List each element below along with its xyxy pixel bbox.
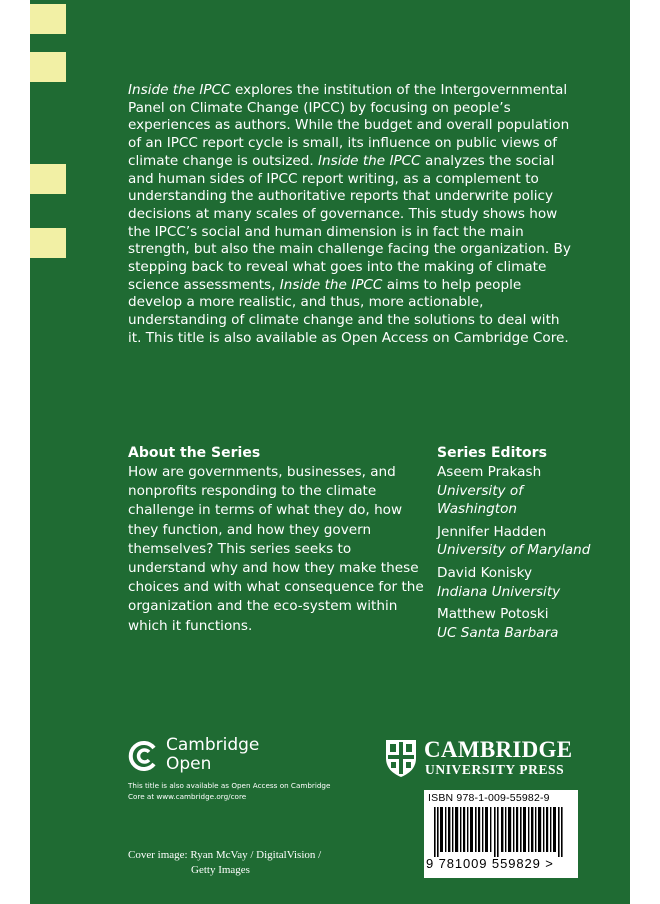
book-title: Inside the IPCC: [318, 152, 421, 169]
description-text: explores the institution of the Intergovernmental Panel on Climate Change (IPCC) by focusing on people’s experiences as authors. While the budget and overall population of an IPCC report cycle is small, its influence on public views of climate change is outsized.: [128, 82, 570, 169]
book-title: Inside the IPCC: [279, 276, 383, 293]
cambridge-open-wordmark: [166, 736, 259, 774]
barcode-digits: 9 781009 559829 >: [426, 856, 554, 871]
decorative-stripe: [30, 52, 66, 82]
publisher-press: UNIVERSITY PRESS: [425, 762, 565, 777]
editor-affiliation: UC Santa Barbara: [437, 624, 559, 641]
credit-line: Cover image: Ryan McVay / DigitalVision /: [128, 849, 322, 861]
decorative-stripe: [30, 228, 66, 258]
editor-name: Matthew Potoski: [437, 606, 549, 623]
editor-name: David Konisky: [437, 564, 533, 581]
wordmark-line: Cambridge: [166, 735, 260, 755]
book-title: Inside the IPCC: [128, 82, 231, 98]
crest-icon: [384, 738, 418, 778]
cover-image-credit: [128, 848, 338, 878]
barcode-bars: [428, 807, 574, 857]
publisher-name: CAMBRIDGE: [424, 737, 573, 762]
cambridge-open-icon: [128, 740, 160, 772]
series-editors-heading: Series Editors: [437, 445, 547, 461]
description-text: aims to help people develop a more realistic, and thus, more actionable, understanding of climate change and the solutions to deal with it. This title is also available as Open Access on Cambridge Core.: [128, 276, 569, 346]
series-editors: [437, 444, 597, 646]
editor-affiliation: University of Maryland: [437, 542, 591, 559]
isbn-barcode: [424, 790, 578, 878]
description-text: analyzes the social and human sides of IPCC report writing, as a complement to understanding the authoritative reports that underwrite policy decisions at many scales of governance. This study shows how the IPCC’s social and human dimension is in fact the main strength, but also the main challenge facing the organization. By stepping back to reveal what goes into the making of climate science assessments,: [128, 152, 571, 293]
isbn-label: ISBN 978-1-009-55982-9: [428, 792, 550, 804]
decorative-stripe: [30, 164, 66, 194]
book-description: [128, 82, 573, 348]
about-series-heading: About the Series: [128, 445, 261, 461]
editor-entry: [437, 605, 597, 642]
credit-line: Getty Images: [191, 864, 250, 876]
open-access-note: This title is also available as Open Access on Cambridge Core at www.cambridge.org/core: [128, 781, 331, 801]
editor-affiliation: Indiana University: [437, 583, 561, 600]
editor-entry: [437, 523, 597, 560]
about-series-text: How are governments, businesses, and nonprofits responding to the climate challenge in terms of what they do, how they function, and how they govern themselves? This series seeks to understand why and how they make these choices and with what consequence for the organization and the eco-system within which it functions.: [128, 464, 424, 634]
wordmark-line: Open: [166, 754, 212, 774]
cambridge-university-press-logo: [384, 737, 584, 781]
decorative-stripe: [30, 4, 66, 34]
about-the-series: [128, 444, 428, 636]
editor-affiliation: University of Washington: [437, 482, 523, 518]
editor-entry: [437, 564, 597, 601]
editor-entry: [437, 463, 597, 519]
editor-name: Aseem Prakash: [437, 464, 542, 480]
editor-name: Jennifer Hadden: [437, 523, 547, 540]
